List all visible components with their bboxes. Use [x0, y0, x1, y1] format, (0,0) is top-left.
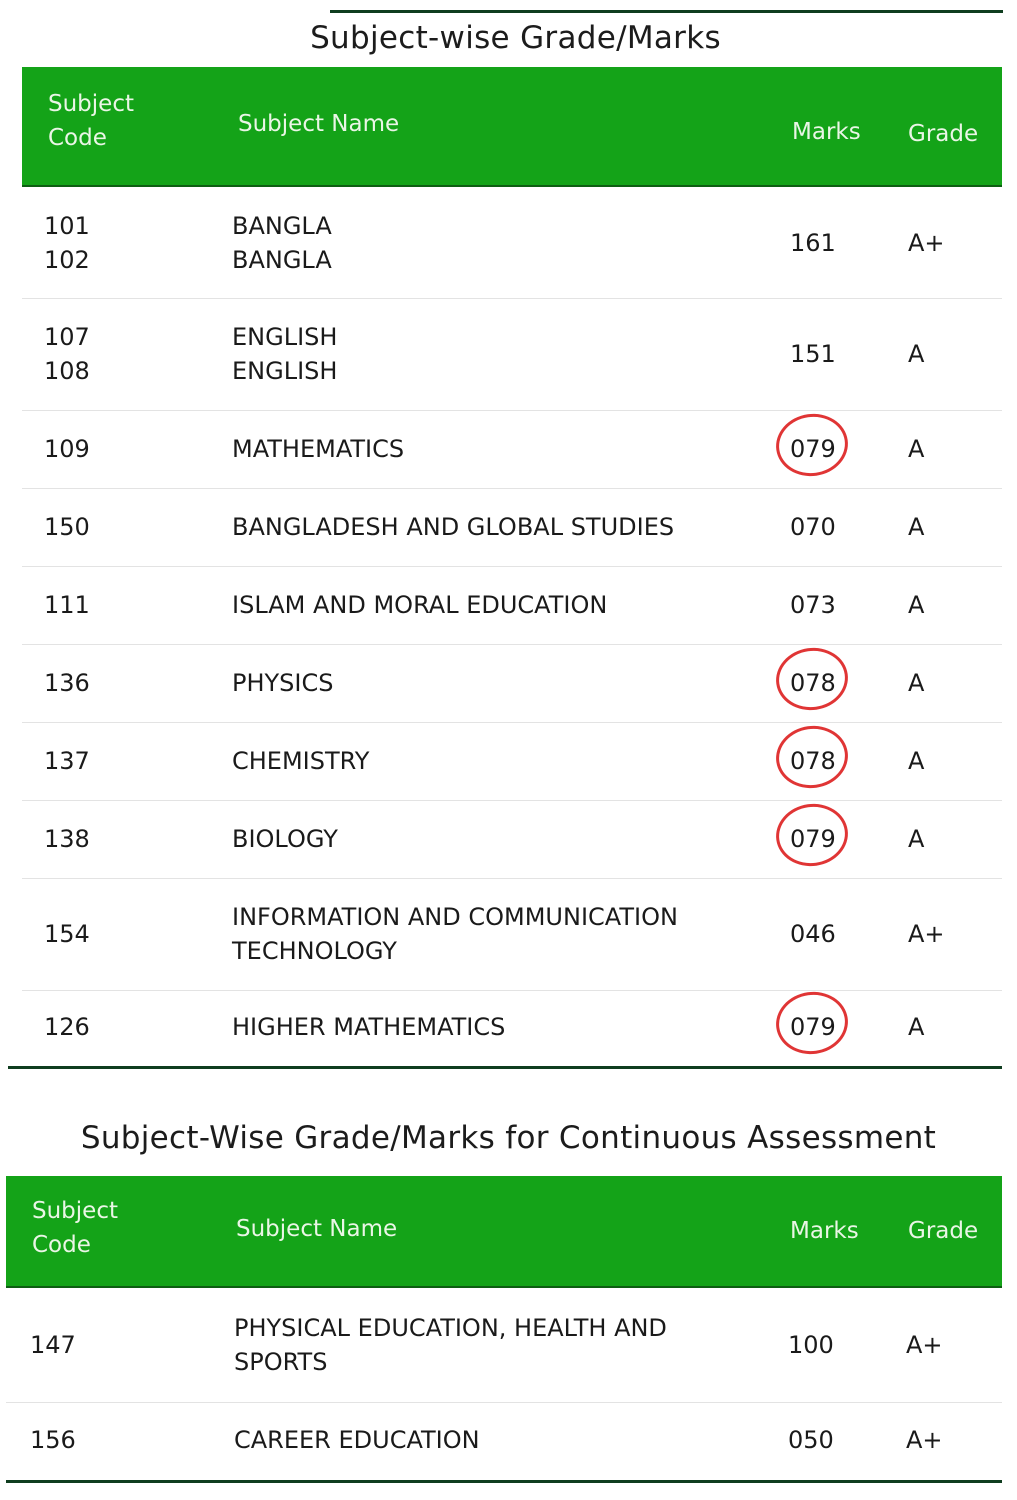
subject-name: CAREER EDUCATION: [234, 1426, 480, 1454]
section-title-continuous: Subject-Wise Grade/Marks for Continuous Assessment: [80, 1120, 937, 1156]
subject-code: 147: [30, 1331, 76, 1359]
red-circle-annotation: [772, 643, 852, 714]
marks-text: 151: [790, 340, 836, 368]
subject-code-cell: [44, 990, 194, 1064]
header-subject-name: Subject Name: [238, 111, 400, 137]
header-marks: Marks: [790, 1218, 859, 1244]
marks-cell: [790, 566, 870, 644]
subject-name: ISLAM AND MORAL EDUCATION: [232, 591, 608, 619]
subject-code-cell: [44, 188, 194, 298]
subject-name-cell: [232, 644, 702, 722]
section-title-main: Subject-wise Grade/Marks: [310, 20, 721, 56]
subject-name: INFORMATION AND COMMUNICATION: [232, 903, 678, 931]
marks-value: [790, 510, 870, 544]
marks-value: [790, 666, 870, 700]
subject-code: 136: [44, 669, 90, 697]
subject-code: 156: [30, 1426, 76, 1454]
marks-cell: [790, 188, 870, 298]
header-subject-code: [32, 1194, 152, 1262]
subject-code: 138: [44, 825, 90, 853]
marks-value: [790, 226, 870, 260]
table-row: [22, 298, 1002, 411]
subject-code-cell: [44, 722, 194, 800]
red-circle-annotation: [772, 799, 852, 870]
red-circle-annotation: [772, 987, 852, 1058]
subject-name-cell: [232, 188, 702, 298]
marks-text: 078: [790, 669, 836, 697]
marks-cell: [790, 990, 870, 1064]
table-row: [22, 722, 1002, 801]
grade-cell: A: [908, 1013, 925, 1041]
marks-cell: [790, 488, 870, 566]
subject-code: 154: [44, 920, 90, 948]
grade-cell: A+: [906, 1331, 943, 1359]
subject-name: BIOLOGY: [232, 825, 338, 853]
header-subject-name: Subject Name: [236, 1216, 398, 1242]
marks-text: 046: [790, 920, 836, 948]
subject-code: 126: [44, 1013, 90, 1041]
grade-cell: A: [908, 825, 925, 853]
header-grade: Grade: [908, 121, 979, 147]
subject-name: PHYSICAL EDUCATION, HEALTH AND: [234, 1314, 667, 1342]
table-row: [22, 188, 1002, 299]
subject-name-cell: [234, 1288, 704, 1402]
subject-code: 150: [44, 513, 90, 541]
subject-code: 108: [44, 357, 90, 385]
marks-value: [790, 917, 870, 951]
subject-name: SPORTS: [234, 1348, 328, 1376]
subject-name-cell: [232, 488, 702, 566]
subject-name: PHYSICS: [232, 669, 334, 697]
marks-text: 161: [790, 229, 836, 257]
subject-code-cell: [44, 488, 194, 566]
subject-name-cell: [234, 1402, 704, 1478]
subject-code: 137: [44, 747, 90, 775]
subject-code-cell: [44, 878, 194, 990]
marks-cell: [788, 1402, 868, 1478]
subject-code-cell: [30, 1288, 180, 1402]
subject-name-cell: [232, 722, 702, 800]
marks-text: 078: [790, 747, 836, 775]
grade-cell: A+: [906, 1426, 943, 1454]
table-row: [22, 488, 1002, 567]
subject-code: 107: [44, 323, 90, 351]
marks-value: [790, 337, 870, 371]
subject-name-cell: [232, 410, 702, 488]
table-row: [22, 644, 1002, 723]
subject-name-cell: [232, 298, 702, 410]
subject-code-cell: [44, 410, 194, 488]
marks-value: [790, 432, 870, 466]
grade-cell: A: [908, 435, 925, 463]
marks-value: [790, 1010, 870, 1044]
marks-cell: [788, 1288, 868, 1402]
subject-code-cell: [44, 566, 194, 644]
subject-name-cell: [232, 990, 702, 1064]
grade-cell: A: [908, 669, 925, 697]
marks-cell: [790, 878, 870, 990]
marks-cell: [790, 644, 870, 722]
marks-cell: [790, 410, 870, 488]
marks-text: 079: [790, 1013, 836, 1041]
subject-name: HIGHER MATHEMATICS: [232, 1013, 506, 1041]
subject-code-cell: [44, 800, 194, 878]
subject-code: 111: [44, 591, 90, 619]
table-row: [22, 410, 1002, 489]
table-header-main: [22, 67, 1002, 187]
marks-text: 079: [790, 435, 836, 463]
header-marks: Marks: [792, 119, 861, 145]
subject-code-cell: [44, 644, 194, 722]
marks-text: 050: [788, 1426, 834, 1454]
marks-value: [790, 588, 870, 622]
header-code-line: Code: [48, 125, 107, 151]
subject-code-cell: [30, 1402, 180, 1478]
marks-value: [788, 1423, 868, 1457]
subject-name: BANGLADESH AND GLOBAL STUDIES: [232, 513, 675, 541]
subject-name: ENGLISH: [232, 323, 338, 351]
marks-value: [790, 822, 870, 856]
subject-name-cell: [232, 800, 702, 878]
subject-name: TECHNOLOGY: [232, 937, 397, 965]
marks-text: 073: [790, 591, 836, 619]
marks-cell: [790, 298, 870, 410]
header-subject-code: [48, 87, 168, 155]
subject-code: 101: [44, 212, 90, 240]
grade-cell: A: [908, 591, 925, 619]
marks-value: [790, 744, 870, 778]
header-code-line: Code: [32, 1232, 91, 1258]
table-row: [6, 1288, 1002, 1403]
marks-cell: [790, 800, 870, 878]
subject-name: BANGLA: [232, 246, 332, 274]
top-rule: [330, 10, 1003, 13]
table-row: [22, 566, 1002, 645]
red-circle-annotation: [772, 409, 852, 480]
table-row: [22, 878, 1002, 991]
table-header-continuous: [6, 1176, 1002, 1288]
subject-name: MATHEMATICS: [232, 435, 405, 463]
subject-name-cell: [232, 878, 702, 990]
red-circle-annotation: [772, 721, 852, 792]
grade-cell: A: [908, 513, 925, 541]
marks-text: 070: [790, 513, 836, 541]
header-code-line: Subject: [32, 1198, 118, 1224]
subject-name: ENGLISH: [232, 357, 338, 385]
table-bottom-rule: [6, 1480, 1002, 1483]
subject-name: CHEMISTRY: [232, 747, 370, 775]
subject-name: BANGLA: [232, 212, 332, 240]
subject-code: 109: [44, 435, 90, 463]
header-code-line: Subject: [48, 91, 134, 117]
subject-code-cell: [44, 298, 194, 410]
subject-code: 102: [44, 246, 90, 274]
table-row: [6, 1402, 1002, 1478]
table-row: [22, 800, 1002, 879]
table-row: [22, 990, 1002, 1064]
marks-text: 079: [790, 825, 836, 853]
grade-cell: A: [908, 340, 925, 368]
marks-value: [788, 1328, 868, 1362]
grade-cell: A: [908, 747, 925, 775]
marks-text: 100: [788, 1331, 834, 1359]
subject-name-cell: [232, 566, 702, 644]
table-bottom-rule: [8, 1066, 1002, 1069]
grade-cell: A+: [908, 229, 945, 257]
grade-cell: A+: [908, 920, 945, 948]
header-grade: Grade: [908, 1218, 979, 1244]
marks-cell: [790, 722, 870, 800]
